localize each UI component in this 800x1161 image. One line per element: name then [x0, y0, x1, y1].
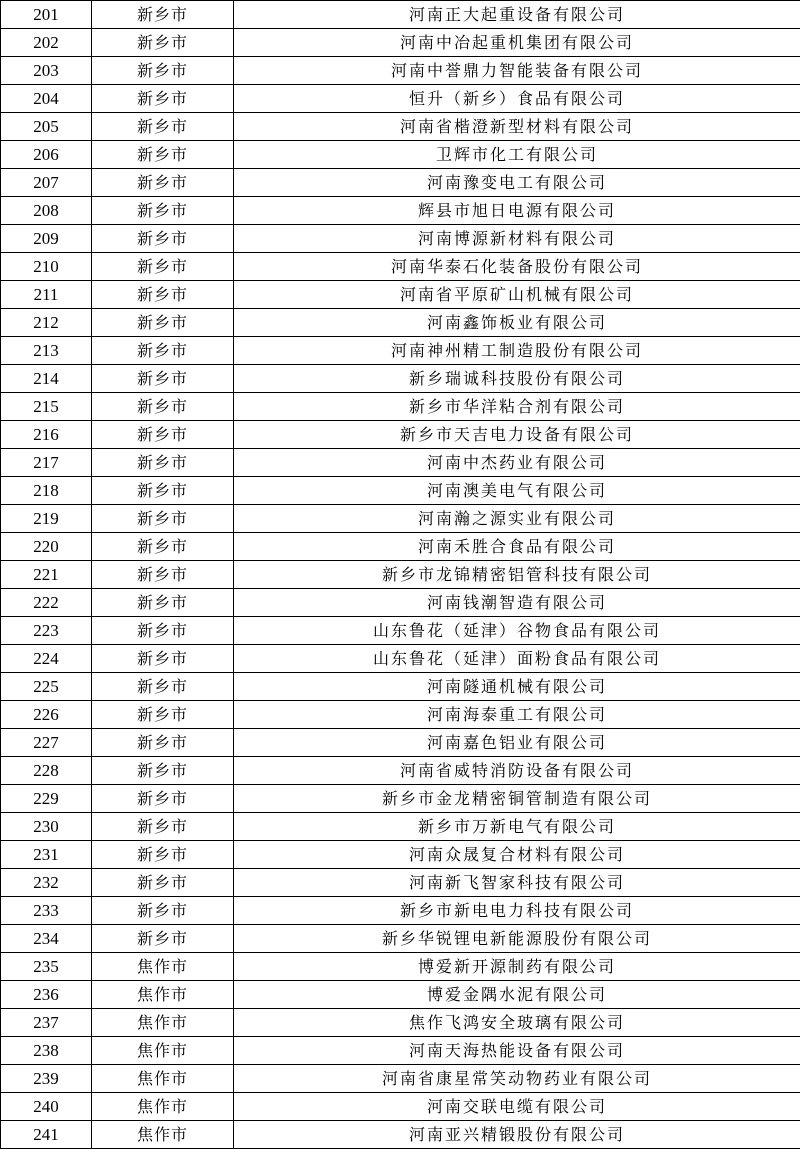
- table-row: [1, 1, 800, 29]
- company-name-cell: 河南鑫饰板业有限公司: [234, 309, 800, 337]
- city-cell: 新乡市: [92, 617, 234, 645]
- company-name-cell: 河南澳美电气有限公司: [234, 477, 800, 505]
- city-cell: 新乡市: [92, 421, 234, 449]
- company-name-cell: 山东鲁花（延津）谷物食品有限公司: [234, 617, 800, 645]
- row-number: 226: [1, 701, 92, 729]
- city-cell: 新乡市: [92, 729, 234, 757]
- row-number: 215: [1, 393, 92, 421]
- row-number: 228: [1, 757, 92, 785]
- row-number: 219: [1, 505, 92, 533]
- city-cell: 新乡市: [92, 393, 234, 421]
- company-name-cell: 河南省威特消防设备有限公司: [234, 757, 800, 785]
- table-row: [1, 1121, 800, 1149]
- city-cell: 新乡市: [92, 813, 234, 841]
- company-name-cell: 恒升（新乡）食品有限公司: [234, 85, 800, 113]
- table-row: [1, 1093, 800, 1121]
- table-row: [1, 421, 800, 449]
- row-number: 207: [1, 169, 92, 197]
- table-row: [1, 897, 800, 925]
- table-row: [1, 393, 800, 421]
- city-cell: 新乡市: [92, 85, 234, 113]
- city-cell: 新乡市: [92, 253, 234, 281]
- company-name-cell: 河南隧通机械有限公司: [234, 673, 800, 701]
- city-cell: 焦作市: [92, 1065, 234, 1093]
- city-cell: 新乡市: [92, 141, 234, 169]
- row-number: 239: [1, 1065, 92, 1093]
- row-number: 223: [1, 617, 92, 645]
- company-name-cell: 河南神州精工制造股份有限公司: [234, 337, 800, 365]
- row-number: 241: [1, 1121, 92, 1149]
- city-cell: 新乡市: [92, 477, 234, 505]
- row-number: 221: [1, 561, 92, 589]
- row-number: 216: [1, 421, 92, 449]
- table-row: [1, 169, 800, 197]
- table-row: [1, 981, 800, 1009]
- city-cell: 新乡市: [92, 645, 234, 673]
- city-cell: 新乡市: [92, 337, 234, 365]
- table-row: [1, 1037, 800, 1065]
- row-number: 230: [1, 813, 92, 841]
- company-name-cell: 焦作飞鸿安全玻璃有限公司: [234, 1009, 800, 1037]
- row-number: 202: [1, 29, 92, 57]
- table-row: [1, 1009, 800, 1037]
- company-name-cell: 河南嘉色铝业有限公司: [234, 729, 800, 757]
- table-row: [1, 365, 800, 393]
- table-row: [1, 1065, 800, 1093]
- row-number: 225: [1, 673, 92, 701]
- table-row: [1, 449, 800, 477]
- company-name-cell: 新乡市金龙精密铜管制造有限公司: [234, 785, 800, 813]
- table-row: [1, 925, 800, 953]
- company-name-cell: 山东鲁花（延津）面粉食品有限公司: [234, 645, 800, 673]
- row-number: 212: [1, 309, 92, 337]
- table-row: [1, 533, 800, 561]
- company-name-cell: 河南博源新材料有限公司: [234, 225, 800, 253]
- company-name-cell: 河南中冶起重机集团有限公司: [234, 29, 800, 57]
- city-cell: 新乡市: [92, 925, 234, 953]
- row-number: 234: [1, 925, 92, 953]
- table-row: [1, 645, 800, 673]
- city-cell: 新乡市: [92, 673, 234, 701]
- company-name-cell: 河南瀚之源实业有限公司: [234, 505, 800, 533]
- company-name-cell: 河南中誉鼎力智能装备有限公司: [234, 57, 800, 85]
- city-cell: 焦作市: [92, 1121, 234, 1149]
- company-name-cell: 河南正大起重设备有限公司: [234, 1, 800, 29]
- row-number: 233: [1, 897, 92, 925]
- table-row: [1, 785, 800, 813]
- company-name-cell: 河南众晟复合材料有限公司: [234, 841, 800, 869]
- city-cell: 新乡市: [92, 785, 234, 813]
- table-row: [1, 561, 800, 589]
- row-number: 213: [1, 337, 92, 365]
- table-row: [1, 225, 800, 253]
- table-row: [1, 953, 800, 981]
- company-name-cell: 河南禾胜合食品有限公司: [234, 533, 800, 561]
- city-cell: 新乡市: [92, 757, 234, 785]
- company-name-cell: 河南省平原矿山机械有限公司: [234, 281, 800, 309]
- row-number: 218: [1, 477, 92, 505]
- row-number: 209: [1, 225, 92, 253]
- city-cell: 新乡市: [92, 225, 234, 253]
- table-row: [1, 253, 800, 281]
- table-row: [1, 337, 800, 365]
- city-cell: 焦作市: [92, 1009, 234, 1037]
- table-row: [1, 141, 800, 169]
- city-cell: 新乡市: [92, 29, 234, 57]
- city-cell: 新乡市: [92, 57, 234, 85]
- table-row: [1, 85, 800, 113]
- company-name-cell: 辉县市旭日电源有限公司: [234, 197, 800, 225]
- table-row: [1, 197, 800, 225]
- city-cell: 新乡市: [92, 561, 234, 589]
- company-name-cell: 新乡市新电电力科技有限公司: [234, 897, 800, 925]
- city-cell: 新乡市: [92, 113, 234, 141]
- row-number: 238: [1, 1037, 92, 1065]
- table-row: [1, 309, 800, 337]
- company-name-cell: 河南亚兴精锻股份有限公司: [234, 1121, 800, 1149]
- row-number: 214: [1, 365, 92, 393]
- table-row: [1, 113, 800, 141]
- row-number: 220: [1, 533, 92, 561]
- row-number: 236: [1, 981, 92, 1009]
- row-number: 210: [1, 253, 92, 281]
- table-row: [1, 729, 800, 757]
- city-cell: 新乡市: [92, 169, 234, 197]
- city-cell: 焦作市: [92, 981, 234, 1009]
- company-name-cell: 河南华泰石化装备股份有限公司: [234, 253, 800, 281]
- company-name-cell: 河南钱潮智造有限公司: [234, 589, 800, 617]
- city-cell: 新乡市: [92, 449, 234, 477]
- company-name-cell: 博爱金隅水泥有限公司: [234, 981, 800, 1009]
- row-number: 235: [1, 953, 92, 981]
- row-number: 217: [1, 449, 92, 477]
- table-row: [1, 617, 800, 645]
- company-name-cell: 河南豫变电工有限公司: [234, 169, 800, 197]
- city-cell: 新乡市: [92, 897, 234, 925]
- table-row: [1, 757, 800, 785]
- table-row: [1, 477, 800, 505]
- city-cell: 焦作市: [92, 1037, 234, 1065]
- table-row: [1, 57, 800, 85]
- company-name-cell: 新乡市万新电气有限公司: [234, 813, 800, 841]
- row-number: 232: [1, 869, 92, 897]
- company-name-cell: 新乡市龙锦精密铝管科技有限公司: [234, 561, 800, 589]
- city-cell: 焦作市: [92, 953, 234, 981]
- company-name-cell: 河南天海热能设备有限公司: [234, 1037, 800, 1065]
- company-name-cell: 新乡市天吉电力设备有限公司: [234, 421, 800, 449]
- row-number: 206: [1, 141, 92, 169]
- row-number: 240: [1, 1093, 92, 1121]
- table-body: [1, 1, 800, 1149]
- company-name-cell: 河南省康星常笑动物药业有限公司: [234, 1065, 800, 1093]
- table-row: [1, 701, 800, 729]
- company-name-cell: 河南海泰重工有限公司: [234, 701, 800, 729]
- city-cell: 新乡市: [92, 869, 234, 897]
- city-cell: 新乡市: [92, 365, 234, 393]
- table-row: [1, 281, 800, 309]
- table-row: [1, 29, 800, 57]
- table-row: [1, 505, 800, 533]
- row-number: 204: [1, 85, 92, 113]
- row-number: 237: [1, 1009, 92, 1037]
- city-cell: 焦作市: [92, 1093, 234, 1121]
- row-number: 227: [1, 729, 92, 757]
- company-name-cell: 新乡市华洋粘合剂有限公司: [234, 393, 800, 421]
- company-name-cell: 河南省楷澄新型材料有限公司: [234, 113, 800, 141]
- company-name-cell: 新乡瑞诚科技股份有限公司: [234, 365, 800, 393]
- city-cell: 新乡市: [92, 197, 234, 225]
- table-row: [1, 813, 800, 841]
- table-row: [1, 673, 800, 701]
- city-cell: 新乡市: [92, 533, 234, 561]
- row-number: 229: [1, 785, 92, 813]
- row-number: 211: [1, 281, 92, 309]
- row-number: 224: [1, 645, 92, 673]
- table-row: [1, 869, 800, 897]
- table-row: [1, 589, 800, 617]
- city-cell: 新乡市: [92, 281, 234, 309]
- row-number: 222: [1, 589, 92, 617]
- row-number: 231: [1, 841, 92, 869]
- city-cell: 新乡市: [92, 589, 234, 617]
- company-name-cell: 新乡华锐锂电新能源股份有限公司: [234, 925, 800, 953]
- company-name-cell: 卫辉市化工有限公司: [234, 141, 800, 169]
- row-number: 205: [1, 113, 92, 141]
- city-cell: 新乡市: [92, 701, 234, 729]
- city-cell: 新乡市: [92, 309, 234, 337]
- city-cell: 新乡市: [92, 505, 234, 533]
- company-name-cell: 河南新飞智家科技有限公司: [234, 869, 800, 897]
- company-name-cell: 河南交联电缆有限公司: [234, 1093, 800, 1121]
- table-row: [1, 841, 800, 869]
- city-cell: 新乡市: [92, 1, 234, 29]
- row-number: 208: [1, 197, 92, 225]
- city-cell: 新乡市: [92, 841, 234, 869]
- company-name-cell: 河南中杰药业有限公司: [234, 449, 800, 477]
- row-number: 203: [1, 57, 92, 85]
- row-number: 201: [1, 1, 92, 29]
- company-name-cell: 博爱新开源制药有限公司: [234, 953, 800, 981]
